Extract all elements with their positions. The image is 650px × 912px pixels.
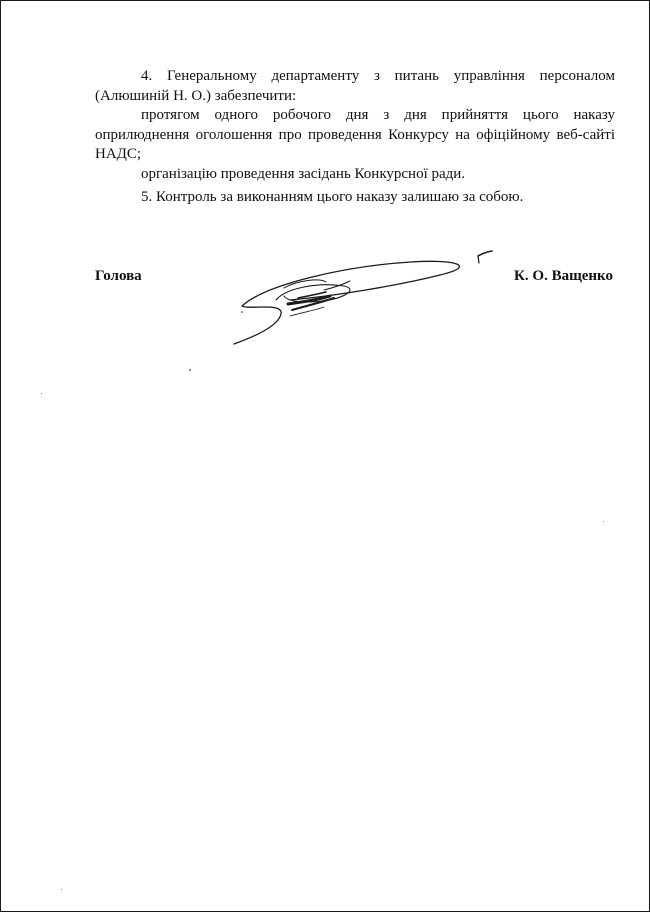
paragraph-text: 4. Генеральному департаменту з питань управління персоналом (Алюшиній Н. О.) забезпечити:	[95, 68, 615, 104]
paragraph-item-5	[95, 188, 615, 208]
paragraph-item-4-publication	[95, 106, 615, 165]
signer-name: К. О. Ващенко	[514, 268, 613, 284]
handwritten-signature-icon	[226, 244, 496, 352]
scan-speck	[603, 521, 604, 522]
paragraph-text: 5. Контроль за виконанням цього наказу залишаю за собою.	[141, 189, 524, 205]
paragraph-text: протягом одного робочого дня з дня прийняття цього наказу оприлюднення оголошення про проведення Конкурсу на офіційному веб-сайті НАДС;	[95, 107, 615, 162]
signer-position-title: Голова	[95, 268, 142, 284]
paragraph-text: організацію проведення засідань Конкурсної ради.	[141, 166, 466, 182]
scan-speck	[61, 889, 62, 890]
paragraph-item-4-meetings	[95, 165, 615, 185]
scan-speck	[41, 393, 42, 394]
paragraph-item-4	[95, 67, 615, 106]
scan-speck	[189, 369, 191, 371]
